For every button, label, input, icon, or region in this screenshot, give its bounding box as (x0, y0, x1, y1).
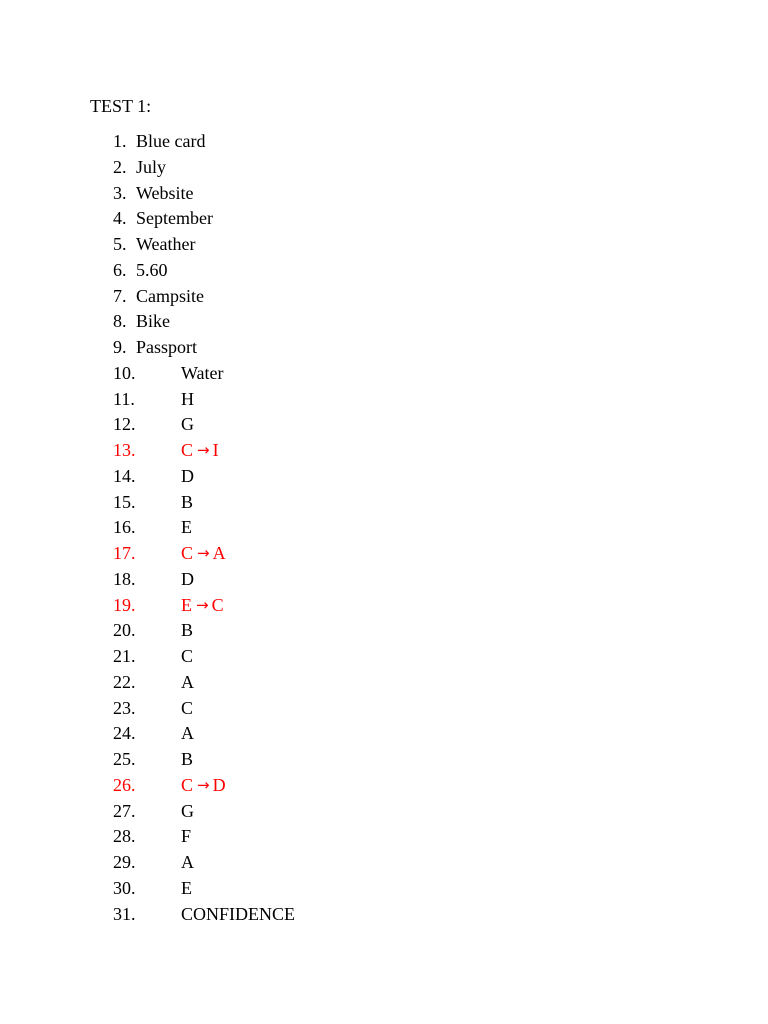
answer-text: Bike (136, 311, 170, 332)
answer-text: Water (181, 362, 224, 383)
answer-text-group (181, 877, 192, 899)
answer-text-group (181, 748, 193, 770)
answer-row (0, 903, 768, 929)
answer-row (0, 645, 768, 671)
answer-row (0, 748, 768, 774)
question-number: 31. (113, 903, 136, 924)
answer-text-group (181, 491, 193, 513)
answer-text: A (181, 723, 194, 744)
answer-text-group (136, 259, 168, 281)
answer-text-group (181, 851, 194, 873)
question-number: 27. (113, 800, 136, 821)
answer-text: September (136, 208, 213, 229)
question-number: 6. (113, 259, 127, 280)
answer-text: A (181, 852, 194, 872)
answer-row (0, 671, 768, 697)
answer-text-group (181, 722, 194, 744)
question-number: 24. (113, 723, 136, 744)
answer-row (0, 156, 768, 182)
question-number: 3. (113, 182, 127, 203)
answer-text-group (181, 645, 193, 667)
answer-row (0, 825, 768, 851)
corrected-answer-row (0, 439, 768, 465)
answer-text-group (181, 568, 194, 590)
corrected-answer-text: I (212, 440, 219, 460)
answer-text: D (181, 465, 194, 486)
answer-text: E (181, 594, 192, 615)
question-number: 25. (113, 749, 136, 769)
answer-text-group (181, 413, 194, 435)
answer-text-group (181, 362, 224, 384)
answer-list (0, 130, 768, 928)
corrected-answer-text: A (212, 543, 226, 563)
answer-row (0, 233, 768, 259)
answer-text: C (181, 543, 194, 563)
answer-text: Blue card (136, 131, 206, 151)
answer-text-group (181, 697, 193, 719)
answer-text: H (181, 388, 194, 409)
question-number: 18. (113, 568, 136, 589)
question-number: 9. (113, 337, 127, 357)
answer-row (0, 413, 768, 439)
answer-text-group (181, 825, 191, 847)
corrected-answer-row (0, 542, 768, 568)
question-number: 30. (113, 877, 136, 898)
corrected-answer-text: D (212, 774, 226, 795)
answer-row (0, 800, 768, 826)
right-arrow-icon: → (197, 441, 210, 459)
answer-text-group (136, 182, 194, 204)
answer-row (0, 722, 768, 748)
answer-text-group (181, 542, 226, 564)
question-number: 12. (113, 414, 136, 435)
answer-text-group (181, 903, 295, 925)
answer-row (0, 568, 768, 594)
question-number: 1. (113, 131, 127, 151)
corrected-answer-row (0, 774, 768, 800)
answer-text: E (181, 877, 192, 898)
answer-text-group (136, 285, 204, 307)
answer-text-group (136, 130, 205, 152)
answer-text: CONFIDENCE (181, 903, 296, 924)
question-number: 8. (113, 311, 127, 332)
question-number: 29. (113, 852, 136, 872)
question-number: 20. (113, 620, 136, 641)
answer-text: Website (136, 182, 194, 203)
test-heading: TEST 1: (90, 96, 152, 116)
answer-text-group (181, 516, 192, 538)
right-arrow-icon: → (197, 544, 210, 562)
question-number: 11. (113, 388, 135, 409)
question-number: 19. (113, 594, 136, 615)
answer-text-group (181, 671, 194, 693)
question-number: 7. (113, 285, 127, 306)
answer-text: G (181, 800, 194, 821)
answer-text-group (181, 439, 219, 461)
right-arrow-icon: → (197, 775, 210, 794)
question-number: 26. (113, 774, 136, 795)
question-number: 2. (113, 156, 127, 177)
answer-text: A (181, 671, 194, 692)
answer-text-group (181, 774, 226, 796)
answer-text: Passport (136, 337, 198, 357)
answer-text: 5.60 (136, 259, 168, 280)
answer-text: G (181, 414, 194, 435)
answer-row (0, 336, 768, 362)
answer-row (0, 182, 768, 208)
answer-row (0, 388, 768, 414)
answer-row (0, 516, 768, 542)
question-number: 4. (113, 208, 127, 229)
question-number: 14. (113, 465, 136, 486)
corrected-answer-row (0, 594, 768, 620)
answer-text: F (181, 826, 192, 847)
answer-text-group (181, 594, 224, 616)
answer-text: D (181, 568, 194, 589)
question-number: 17. (113, 543, 136, 563)
answer-row (0, 285, 768, 311)
answer-text: B (181, 749, 194, 769)
answer-text-group (136, 207, 213, 229)
answer-row (0, 207, 768, 233)
answer-row (0, 362, 768, 388)
answer-text: C (181, 774, 194, 795)
answer-row (0, 851, 768, 877)
answer-row (0, 877, 768, 903)
answer-row (0, 130, 768, 156)
answer-text: B (181, 491, 194, 512)
answer-text-group (136, 156, 166, 178)
question-number: 13. (113, 440, 136, 460)
answer-text-group (136, 310, 170, 332)
answer-text-group (181, 465, 194, 487)
question-number: 28. (113, 826, 136, 847)
answer-text-group (181, 800, 194, 822)
answer-text-group (136, 336, 197, 358)
answer-row (0, 310, 768, 336)
answer-text: Campsite (136, 285, 204, 306)
answer-text: C (181, 646, 194, 666)
question-number: 22. (113, 671, 136, 692)
answer-row (0, 697, 768, 723)
answer-text-group (136, 233, 196, 255)
question-number: 16. (113, 517, 136, 538)
answer-text: C (181, 440, 194, 460)
answer-text: B (181, 620, 194, 641)
corrected-answer-text: C (211, 594, 224, 615)
right-arrow-icon: → (196, 595, 209, 614)
answer-text: C (181, 697, 194, 718)
answer-text: July (136, 156, 167, 177)
answer-row (0, 465, 768, 491)
answer-row (0, 619, 768, 645)
question-number: 10. (113, 362, 136, 383)
question-number: 15. (113, 491, 136, 512)
answer-row (0, 491, 768, 517)
answer-text-group (181, 619, 193, 641)
question-number: 5. (113, 234, 127, 254)
question-number: 23. (113, 697, 136, 718)
question-number: 21. (113, 646, 136, 666)
answer-text-group (181, 388, 194, 410)
answer-row (0, 259, 768, 285)
answer-text: E (181, 517, 192, 538)
answer-text: Weather (136, 234, 196, 254)
